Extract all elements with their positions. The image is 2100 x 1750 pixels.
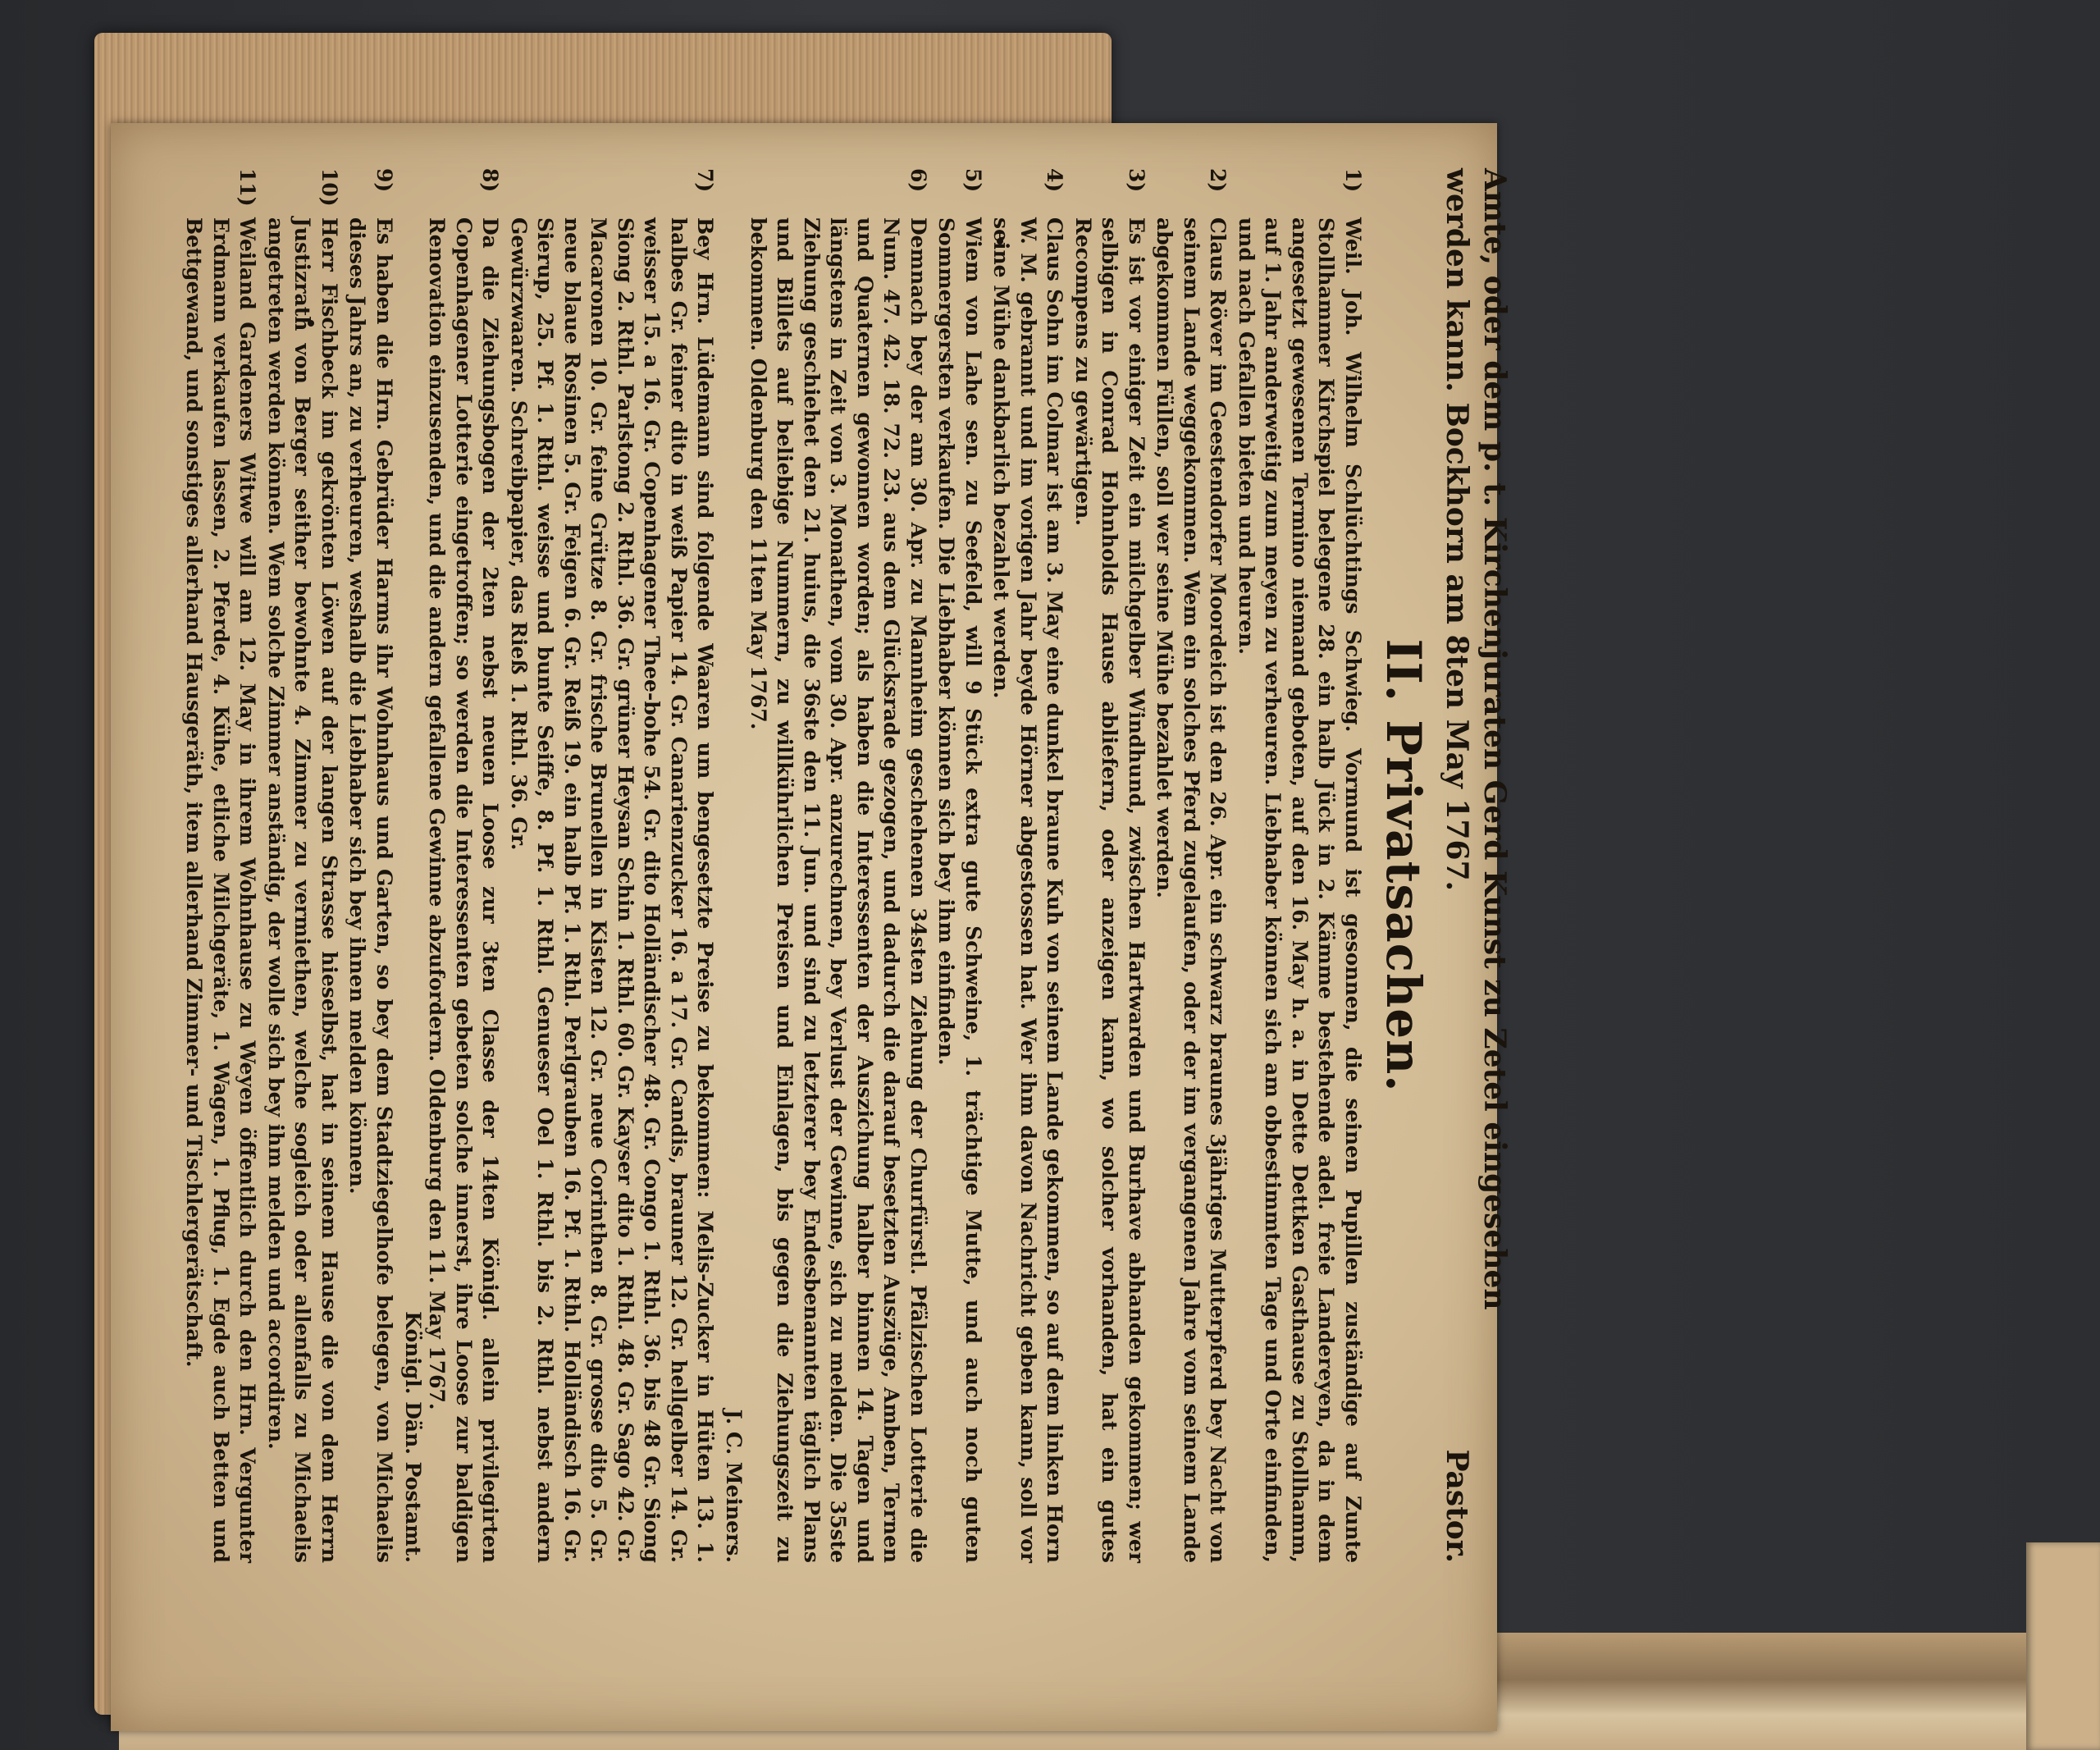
entry-text: Wiem von Lahe sen. zu Seefeld, will 9 Stück extra gute Schweine, 1. trächtige Mutte, und auch noch guten Sommergersten verkaufen. Die Liebhaber können sich bey ihm einfinden. [934, 217, 985, 1563]
list-item [505, 168, 719, 1563]
entry-number: 4) [1043, 168, 1067, 193]
entry-text: Weil. Joh. Wilhelm Schlüchtings Schwieg. Vormund ist gesonnen, die seinen Pupillen zuständige auf Zunte Stollhammer Kirchspiel belegene 28. ein halb Jück in 2. Kämme bestehende adel. freie Landereyen, da in dem angesetzt gewesenen Termino niemand geboten, auf den 16. May h. a. in Dette Dettken Gasthause zu Stollhamm, auf 1. Jahr anderweitig zum meyen zu verheuren. Liebhaber können sich am obbestimmten Tage und Orte einfinden, und nach Gefallen bieten und heuren. [1235, 217, 1365, 1563]
entry-text: Demnach bey der am 30. Apr. zu Mannheim geschehenen 34sten Ziehung der Churfürstl. Pfälzischen Lotterie die Num. 47. 42. 18. 72. 23. aus dem Glücksrade gezogen, und dadurch die darauf besetzten Auszüge, Amben, Ternen und Quaternen gewonnen worden; als haben die Interessenten der Auszichung halber binnen 14. Tagen und längstens in Zeit von 3. Monathen, vom 30. Apr. anzurechnen, bey Verlust der Gewinne, sich zu melden. Die 35ste Ziehung geschiehet den 21. huius, die 36ste den 11. Jun. und sind zu letzterer bey Endesbenannten täglich Plans und Billets auf beliebige Nummern, zu willkührlichen Preisen und Einlagen, bis gegen die Ziehungszeit zu bekommen. Oldenburg den 11ten May 1767. [746, 217, 930, 1563]
entry-text: Da die Ziehungsbogen der 2ten nebst neuen Loose zur 3ten Classe der 14ten Königl. allein privilegirten Copenhagener Lotterie eingetroffen; so werden die Interessenten gebeten solche innerst, ihre Loose zur baldigen Renovation einzusenden, und die andern gefallene Gewinne abzufordern. Oldenburg den 11. May 1767. [425, 217, 503, 1563]
list-item [988, 168, 1068, 1563]
list-item [1151, 168, 1231, 1563]
header-line: Amte, oder dem p. t. Kirchenjuraten Gerd Kunst zu Zetel eingesehen [1477, 168, 1512, 1310]
header-line-2 [1438, 168, 1476, 1563]
header-signature: Pastor. [1440, 1449, 1474, 1563]
entry-text: Claus Sohn im Colmar ist am 3. May eine dunkel braune Kuh von seinem Lande gekommen, so auf dem linken Horn W. M. gebrannt und im vorigen Jahr beyde Hörner abgestossen hat. Wer ihm davon Nachricht geben kann, soll vor seine Mühe dankbarlich bezahlet werden. [989, 217, 1067, 1563]
section-title: II. Privatsachen. [1376, 638, 1431, 1093]
entry-number: 5) [961, 168, 985, 193]
entry-signature: Königl. Dän. Postamt. [401, 1311, 425, 1563]
entry-text: Claus Röver im Geestendorfer Moordeich ist den 26. Apr. ein schwarz braunes 3jähriges Mutterpferd bey Nacht von seinem Lande weggekommen. Wem ein solches Pferd zugelaufen, oder der im vergangenen Jahre vom seinem Lande abgekommen Füllen, soll wer seine Mühe bezahlet werden. [1153, 217, 1230, 1563]
entry-text: Bey Hrn. Lüdemann sind folgende Waaren um bengesetzte Preise zu bekommen: Melis-Zucker in Hüten 13. 1. halbes Gr. feiner dito in weiß Papier 14. Gr. Canarienzucker 16. a 17. Gr. Candis, brauner 12. Gr. hellgelber 14. Gr. weisser 15. a 16. Gr. Copenhagener Thee-bohe 54. Gr. dito Holländischer 48. Gr. Congo 1. Rthl. 36. bis 48 Gr. Siong Siong 2. Rthl. Parlstong 2. Rthl. 36. Gr. grüner Heysan Schin 1. Rthl. 60. Gr. Kayser dito 1. Rthl. 48. Gr. Sago 42. Gr. Macaronen 10. Gr. feine Grütze 8. Gr. frische Brunellen in Kisten 12. Gr. neue Corinthen 8. Gr. grosse dito 5. Gr. neue blaue Rosinen 5. Gr. Feigen 6. Gr. Reiß 19. ein halb Pf. 1. Rthl. Perlgrauben 16. Pf. 1. Rthl. Holländisch 16. Gr. Sierup, 25. Pf. 1. Rthl. weisse und bunte Seiffe, 8. Pf. 1. Rthl. Genueser Oel 1. Rthl. bis 2. Rthl. nebst andern Gewürzwaaren. Schreibpapier, das Rieß 1. Rthl. 36. Gr. [507, 217, 718, 1563]
header-text [1438, 168, 1513, 1563]
entry-text: Es haben die Hrn. Gebrüder Harms ihr Wohnhaus und Garten, so bey dem Stadtziegelhofe belegen, von Michaelis dieses Jahrs an, zu verheuren, weshalb die Liebhaber sich bey ihnen melden können. [345, 217, 396, 1563]
entry-text: Herr Fischbeck im gekrönten Löwen auf der langen Strasse hieselbst, hat in seinem Hause die von dem Herrn Justizrath von Berger seither bewohnte 4. Zimmer zu vermiethen, welche sogleich oder allenfalls zu Michaelis angetreten werden können. Wem solche Zimmer anständig, der wolle sich bey ihm melden und accordiren. [264, 217, 341, 1563]
rotated-text-block [182, 168, 1513, 1563]
entry-number: 3) [1125, 168, 1148, 193]
list-item [933, 168, 986, 1563]
list-item [262, 168, 343, 1563]
entry-number: 11) [235, 168, 260, 207]
entry-number: 6) [906, 168, 930, 193]
entry-number: 9) [372, 168, 396, 193]
entry-number: 2) [1206, 168, 1230, 193]
spine-tab [2026, 1542, 2100, 1750]
entry-number: 8) [478, 168, 503, 193]
list-item [400, 168, 504, 1563]
list-item [1070, 168, 1150, 1563]
entry-number: 1) [1341, 168, 1365, 193]
entry-text: Weiland Gardeners Witwe will am 12. May in ihrem Wohnhause zu Weyen öffentlich durch den Hrn. Vergunter Erdmann verkaufen lassen, 2. Pferde, 4. Kühe, etliche Milchgeräte, 1. Wagen, 1. Pflug, 1. Egde auch Betten und Bettgewand, und sonstiges allerhand Hausgeräth, item allerhand Zimmer- und Tischlergerätschaft. [182, 217, 260, 1563]
entry-text: Es ist vor einiger Zeit ein milchgelber Windhund, zwischen Hartwarden und Burhave abhanden gekommen; wer selbigen in Conrad Hohnholds Hause abliefern, oder anzeigen kann, wo solcher vorhanden, hat ein gutes Recompens zu gewärtigen. [1071, 217, 1148, 1563]
entry-number: 10) [317, 168, 341, 207]
list-item [344, 168, 397, 1563]
list-item [180, 168, 261, 1563]
header-line: werden kann. Bockhorn am 8ten May 1767. [1440, 168, 1474, 892]
entry-signature: J. C. Meiners. [722, 1409, 746, 1563]
entries-list [180, 168, 1366, 1563]
list-item [722, 168, 932, 1563]
list-item [1233, 168, 1367, 1563]
entry-number: 7) [693, 168, 718, 193]
